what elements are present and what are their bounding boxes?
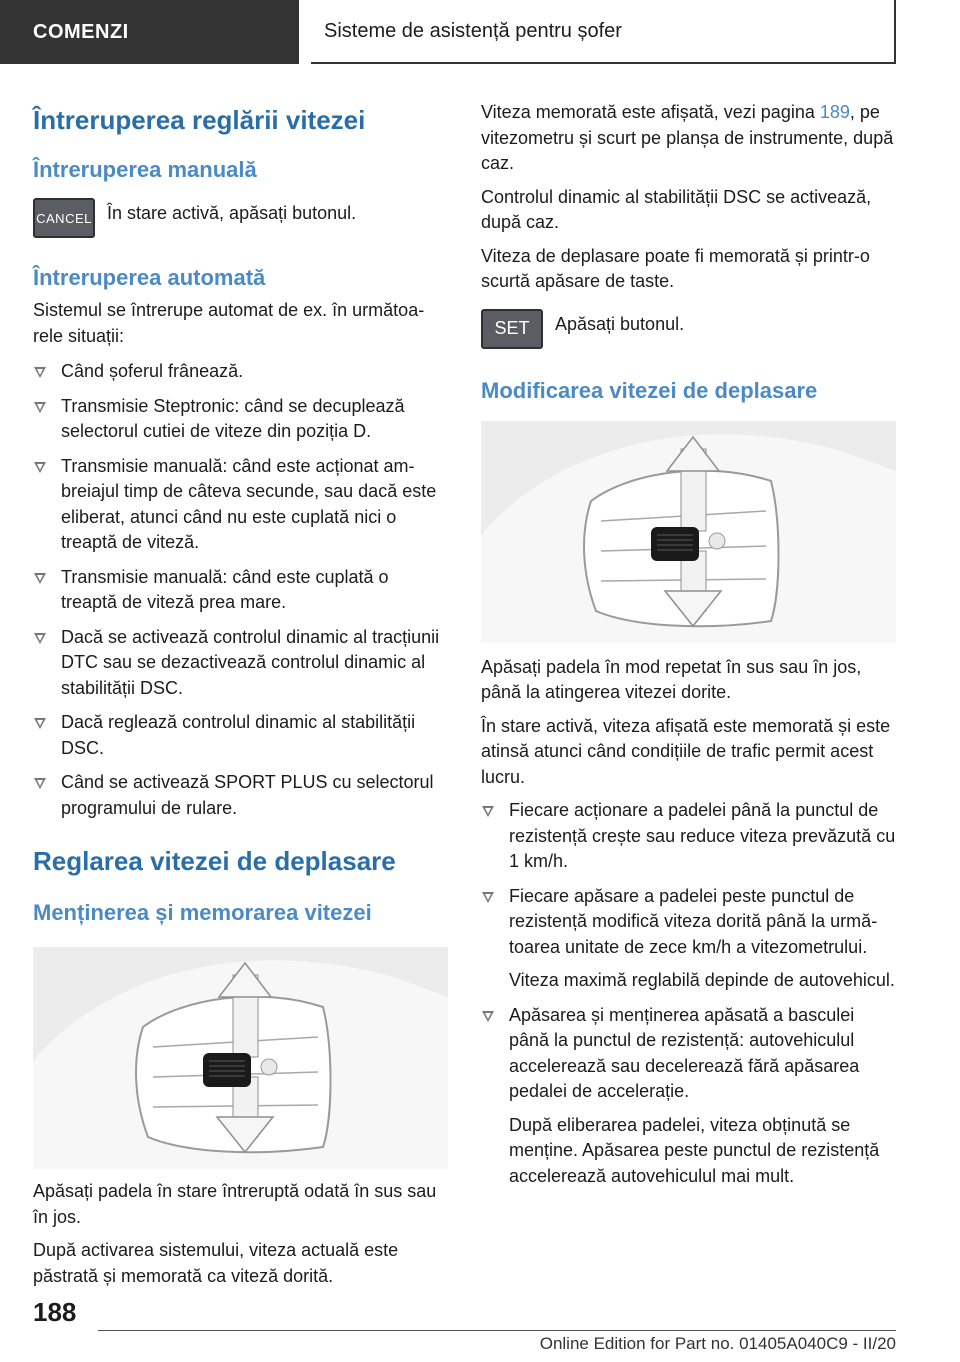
auto-conditions-list (33, 359, 448, 821)
auto-intro: Sistemul se întrerupe automat de ex. în următoarele situații: (33, 300, 425, 346)
memorize-text: Viteza de deplasare poate fi memorată și printr-o scurtă apăsare de taste. (481, 245, 870, 291)
list-item: Dacă se activează controlul dinamic al tracțiunii DTC sau se dezactivează controlul dinamic al stabilității DSC. (33, 625, 448, 702)
right-column (481, 100, 896, 1189)
speed-shown-text: Viteza memorată este afișată, vezi pagina 189, pe vitezometru și scurt pe planșa de instrumente, după caz. (481, 102, 894, 173)
triangle-bullet-icon (34, 402, 46, 413)
heading-manual: Întreruperea manuală (33, 157, 257, 182)
chapter-title: COMENZI (33, 20, 129, 43)
set-row (481, 309, 896, 349)
steering-wheel-rocker-image (33, 947, 448, 1169)
heading-modify: Modificarea vitezei de deplasare (481, 377, 818, 403)
list-item: Transmisie manuală: când este cuplată o treaptă de viteză prea mare. (33, 565, 448, 616)
set-button-icon: SET (481, 309, 543, 349)
repeat-text: Apăsați padela în mod repetat în sus sau în jos, până la atingerea vitezei dorite. (481, 656, 862, 702)
steering-wheel-illustration (33, 947, 448, 1169)
cancel-row (33, 198, 448, 238)
set-instruction: Apăsați butonul. (555, 313, 685, 334)
left-column (33, 100, 448, 1289)
triangle-bullet-icon (34, 462, 46, 473)
active-text: În stare activă, viteza afișată este memorată și este atinsă atunci când condițiile de trafic permit acest lucru. (481, 715, 891, 787)
bullet-note: Viteza maximă reglabilă depinde de autovehicul. (509, 970, 895, 990)
page-link-189[interactable]: 189 (819, 102, 850, 122)
bullet-note: După eliberarea padelei, viteza obținută se menține. Apăsarea peste punctul de rezistență accelerează autovehiculul mai mult. (509, 1114, 880, 1186)
list-item: Fiecare apăsare a padelei peste punctul de rezistență modifică viteza dorită până la următoarea unitate de zece km/h a vitezometrului. Viteza maximă reglabilă depinde de autovehicul. (481, 884, 896, 994)
triangle-bullet-icon (34, 633, 46, 644)
triangle-bullet-icon (482, 892, 494, 903)
page-number: 188 (33, 1297, 77, 1327)
cancel-instruction: În stare activă, apăsați butonul. (107, 203, 357, 223)
modify-list (481, 798, 896, 1189)
triangle-bullet-icon (34, 778, 46, 789)
triangle-bullet-icon (34, 573, 46, 584)
heading-auto: Întreruperea automată (33, 265, 266, 290)
list-item: Când șoferul frânează. (33, 359, 448, 385)
triangle-bullet-icon (34, 367, 46, 378)
triangle-bullet-icon (34, 718, 46, 729)
list-item: Fiecare acționare a padelei până la punctul de rezistență crește sau reduce viteza prevăzută cu 1 km/h. (481, 798, 896, 875)
heading-hold: Menținerea și memorarea vitezei (33, 900, 372, 925)
triangle-bullet-icon (482, 1011, 494, 1022)
list-item: Când se activează SPORT PLUS cu selectorul programului de rulare. (33, 770, 448, 821)
list-item: Dacă reglează controlul dinamic al stabilității DSC. (33, 710, 448, 761)
edition-text: Online Edition for Part no. 01405A040C9 - II/20 (539, 1334, 896, 1353)
cancel-button-icon: CANCEL (33, 198, 95, 238)
steering-wheel-rocker-image-2 (481, 421, 896, 643)
triangle-bullet-icon (482, 806, 494, 817)
after-activation-text: După activarea sistemului, viteza actuală este păstrată și memorată ca viteză dorită. (33, 1240, 399, 1286)
heading-interrupt: Întreruperea reglării vitezei (33, 105, 366, 135)
steering-wheel-illustration (481, 421, 896, 643)
list-item: Transmisie manuală: când este acționat ambreiajul timp de câteva secunde, sau dacă este eliberat, atunci când nu este cuplată nici o treaptă de viteză. (33, 454, 448, 556)
list-item: Apăsarea și menținerea apăsată a basculei până la punctul de rezistență: autovehiculul accelerează sau decelerează fără apăsarea pedalei de accelerație. După eliberarea padelei, viteza obținută se menține. Apăsarea peste punctul de rezistență accelerează autovehiculul mai mult. (481, 1003, 896, 1190)
list-item: Transmisie Steptronic: când se decuplează selectorul cutiei de viteze din poziția D. (33, 394, 448, 445)
section-title: Sisteme de asistență pentru șofer (324, 19, 622, 42)
chapter-tab (0, 0, 299, 64)
section-header (311, 0, 896, 64)
heading-cruise: Reglarea vitezei de deplasare (33, 846, 396, 876)
dsc-text: Controlul dinamic al stabilității DSC se activează, după caz. (481, 186, 872, 232)
footer-divider (98, 1330, 896, 1331)
press-once-text: Apăsați padela în stare întreruptă odată în sus sau în jos. (33, 1181, 437, 1227)
